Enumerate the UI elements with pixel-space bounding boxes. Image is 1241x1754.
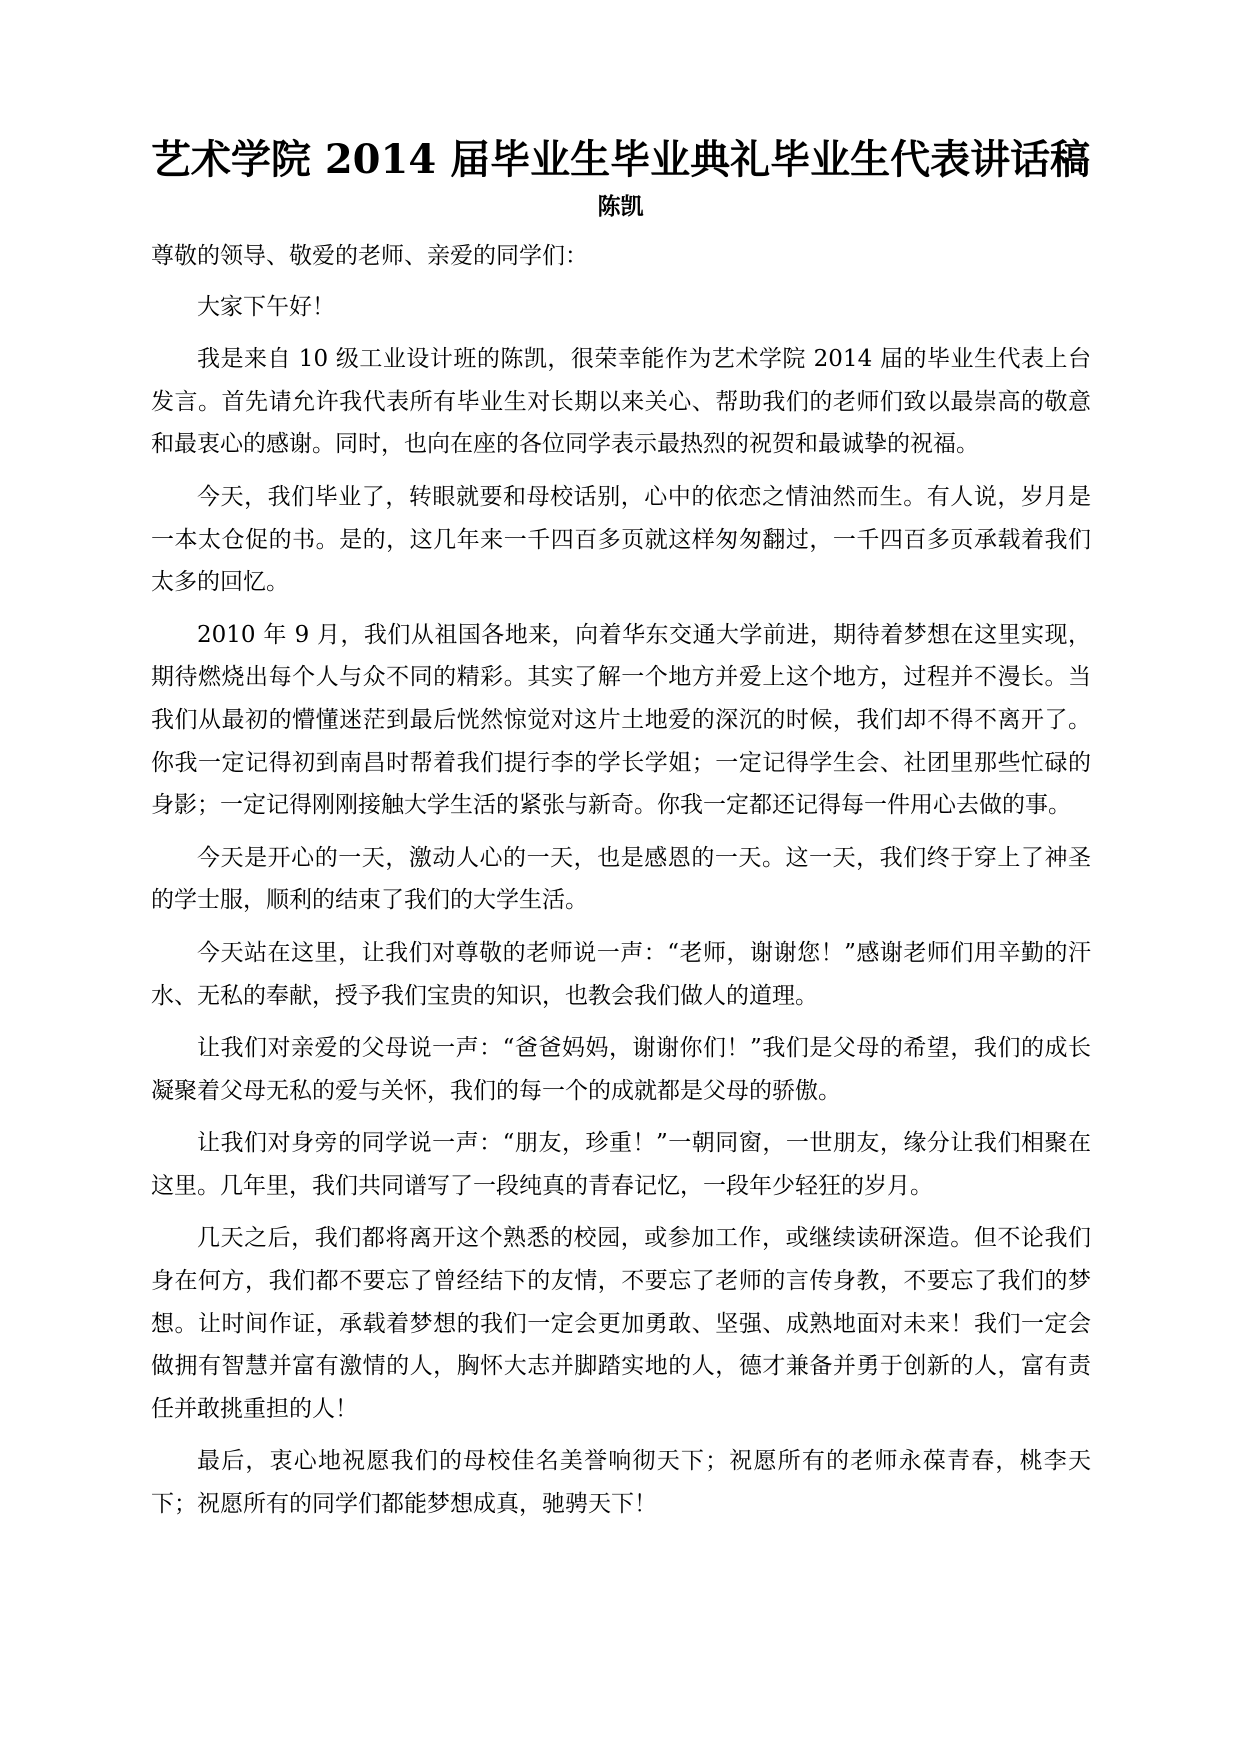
paragraph-graduation-day: 今天是开心的一天，激动人心的一天，也是感恩的一天。这一天，我们终于穿上了神圣的学士服，顺利的结束了我们的大学生活。 — [151, 844, 1091, 914]
paragraph-farewell: 今天，我们毕业了，转眼就要和母校话别，心中的依恋之情油然而生。有人说，岁月是一本太仓促的书。是的，这几年来一千四百多页就这样匆匆翻过，一千四百多页承载着我们太多的回忆。 — [151, 483, 1091, 596]
paragraph-introduction: 我是来自 10 级工业设计班的陈凯，很荣幸能作为艺术学院 2014 届的毕业生代表上台发言。首先请允许我代表所有毕业生对长期以来关心、帮助我们的老师们致以最崇高的敬意和最衷心的感谢。同时，也向在座的各位同学表示最热烈的祝贺和最诚挚的祝福。 — [151, 346, 1091, 458]
paragraph-closing: 最后，衷心地祝愿我们的母校佳名美誉响彻天下；祝愿所有的老师永葆青春，桃李天下；祝愿所有的同学们都能梦想成真，驰骋天下！ — [151, 1448, 1091, 1518]
paragraph-classmates: 让我们对身旁的同学说一声：“朋友，珍重！”一朝同窗，一世朋友，缘分让我们相聚在这里。几年里，我们共同谱写了一段纯真的青春记忆，一段年少轻狂的岁月。 — [151, 1130, 1091, 1199]
document-author: 陈凯 — [597, 194, 644, 220]
salutation: 尊敬的领导、敬爱的老师、亲爱的同学们： — [151, 243, 588, 269]
paragraph-thanks-teachers: 今天站在这里，让我们对尊敬的老师说一声：“老师，谢谢您！”感谢老师们用辛勤的汗水、无私的奉献，授予我们宝贵的知识，也教会我们做人的道理。 — [151, 939, 1091, 1009]
paragraph-greeting: 大家下午好！ — [197, 293, 335, 320]
paragraph-memories: 2010 年 9 月，我们从祖国各地来，向着华东交通大学前进，期待着梦想在这里实现，期待燃烧出每个人与众不同的精彩。其实了解一个地方并爱上这个地方，过程并不漫长。当我们从最初的懵懂迷茫到最后恍然惊觉对这片土地爱的深沉的时候，我们却不得不离开了。你我一定记得初到南昌时帮着我们提行李的学长学姐；一定记得学生会、社团里那些忙碌的身影；一定记得刚刚接触大学生活的紧张与新奇。你我一定都还记得每一件用心去做的事。 — [151, 621, 1091, 819]
paragraph-thanks-parents: 让我们对亲爱的父母说一声：“爸爸妈妈，谢谢你们！”我们是父母的希望，我们的成长凝聚着父母无私的爱与关怀，我们的每一个的成就都是父母的骄傲。 — [151, 1035, 1091, 1104]
document-title: 艺术学院 2014 届毕业生毕业典礼毕业生代表讲话稿 — [150, 136, 1091, 183]
document-body — [151, 235, 1091, 1536]
paragraph-future: 几天之后，我们都将离开这个熟悉的校园，或参加工作，或继续读研深造。但不论我们身在何方，我们都不要忘了曾经结下的友情，不要忘了老师的言传身教，不要忘了我们的梦想。让时间作证，承载着梦想的我们一定会更加勇敢、坚强、成熟地面对未来！我们一定会做拥有智慧并富有激情的人，胸怀大志并脚踏实地的人，德才兼备并勇于创新的人，富有责任并敢挑重担的人！ — [151, 1225, 1091, 1422]
